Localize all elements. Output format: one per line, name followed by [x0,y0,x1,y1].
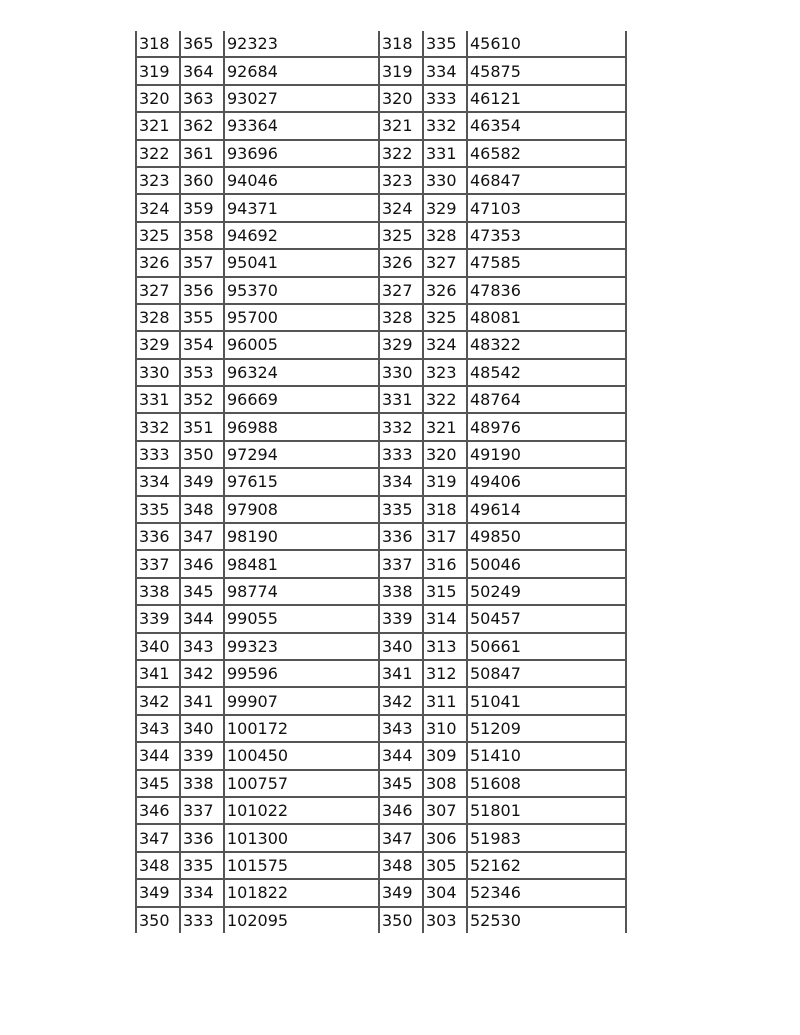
table-cell: 99323 [224,633,379,660]
table-row [136,770,626,797]
table-body [136,31,626,933]
table-cell: 94046 [224,167,379,194]
table-cell: 333 [423,85,467,112]
table-cell: 343 [136,715,180,742]
table-cell: 360 [180,167,224,194]
table-cell: 340 [136,633,180,660]
table-cell: 318 [423,496,467,523]
table-cell: 346 [136,797,180,824]
table-cell: 49614 [467,496,626,523]
table-cell: 356 [180,277,224,304]
table-cell: 323 [379,167,423,194]
table-cell: 319 [379,57,423,84]
table-cell: 97294 [224,441,379,468]
table-cell: 305 [423,852,467,879]
table-cell: 355 [180,304,224,331]
table-cell: 359 [180,194,224,221]
table-cell: 350 [180,441,224,468]
table-cell: 353 [180,359,224,386]
table-cell: 345 [180,578,224,605]
table-cell: 94692 [224,222,379,249]
table-row [136,496,626,523]
table-cell: 339 [379,605,423,632]
table-cell: 342 [180,660,224,687]
table-cell: 45610 [467,31,626,57]
table-cell: 337 [379,550,423,577]
table-cell: 51041 [467,687,626,714]
table-cell: 50249 [467,578,626,605]
table-cell: 320 [423,441,467,468]
table-cell: 348 [180,496,224,523]
table-cell: 350 [136,907,180,933]
table-row [136,304,626,331]
table-cell: 358 [180,222,224,249]
table-row [136,660,626,687]
table-cell: 46354 [467,112,626,139]
table-cell: 329 [379,331,423,358]
table-cell: 364 [180,57,224,84]
table-cell: 351 [180,413,224,440]
table-cell: 52162 [467,852,626,879]
table-cell: 349 [136,879,180,906]
table-cell: 101022 [224,797,379,824]
table-cell: 329 [423,194,467,221]
table-cell: 340 [180,715,224,742]
table-cell: 349 [379,879,423,906]
table-cell: 327 [379,277,423,304]
table-cell: 319 [423,468,467,495]
table-cell: 334 [379,468,423,495]
table-cell: 93364 [224,112,379,139]
table-cell: 48081 [467,304,626,331]
table-cell: 327 [423,249,467,276]
table-row [136,468,626,495]
table-cell: 324 [136,194,180,221]
table-cell: 342 [136,687,180,714]
table-cell: 338 [180,770,224,797]
table-cell: 336 [379,523,423,550]
table-cell: 317 [423,523,467,550]
table-cell: 100757 [224,770,379,797]
table-cell: 341 [136,660,180,687]
table-cell: 48764 [467,386,626,413]
table-cell: 97908 [224,496,379,523]
table-cell: 101822 [224,879,379,906]
table-cell: 321 [136,112,180,139]
table-row [136,57,626,84]
table-cell: 51410 [467,742,626,769]
table-row [136,441,626,468]
table-cell: 48322 [467,331,626,358]
table-row [136,413,626,440]
table-cell: 333 [136,441,180,468]
table-row [136,797,626,824]
table-cell: 350 [379,907,423,933]
table-row [136,386,626,413]
table-cell: 333 [180,907,224,933]
table-cell: 337 [180,797,224,824]
table-row [136,85,626,112]
table-cell: 323 [136,167,180,194]
table-cell: 311 [423,687,467,714]
table-cell: 98774 [224,578,379,605]
table-cell: 326 [423,277,467,304]
table-row [136,605,626,632]
table-cell: 101300 [224,824,379,851]
table-cell: 52346 [467,879,626,906]
table-cell: 100450 [224,742,379,769]
table-cell: 96005 [224,331,379,358]
table-row [136,715,626,742]
table-cell: 51983 [467,824,626,851]
table-cell: 328 [423,222,467,249]
table-cell: 333 [379,441,423,468]
table-row [136,742,626,769]
table-cell: 339 [136,605,180,632]
table-row [136,359,626,386]
table-cell: 95700 [224,304,379,331]
table-cell: 46121 [467,85,626,112]
table-cell: 322 [136,140,180,167]
table-cell: 309 [423,742,467,769]
table-cell: 338 [379,578,423,605]
table-cell: 92323 [224,31,379,57]
table-cell: 93027 [224,85,379,112]
table-cell: 102095 [224,907,379,933]
table-cell: 352 [180,386,224,413]
table-cell: 327 [136,277,180,304]
table-cell: 325 [136,222,180,249]
table-cell: 330 [423,167,467,194]
table-cell: 332 [379,413,423,440]
table-cell: 99907 [224,687,379,714]
table-cell: 347 [180,523,224,550]
table-cell: 336 [136,523,180,550]
table-row [136,687,626,714]
table-cell: 96988 [224,413,379,440]
table-cell: 52530 [467,907,626,933]
table-cell: 346 [379,797,423,824]
table-cell: 92684 [224,57,379,84]
table-cell: 304 [423,879,467,906]
table-cell: 324 [379,194,423,221]
table-cell: 47836 [467,277,626,304]
table-cell: 323 [423,359,467,386]
table-cell: 324 [423,331,467,358]
table-cell: 338 [136,578,180,605]
table-cell: 331 [423,140,467,167]
table-cell: 312 [423,660,467,687]
table-cell: 332 [423,112,467,139]
table-cell: 316 [423,550,467,577]
table-cell: 344 [180,605,224,632]
table-cell: 340 [379,633,423,660]
table-cell: 344 [379,742,423,769]
table-cell: 321 [423,413,467,440]
table-cell: 101575 [224,852,379,879]
table-cell: 314 [423,605,467,632]
table-cell: 307 [423,797,467,824]
table-cell: 325 [379,222,423,249]
table-row [136,31,626,57]
table-row [136,879,626,906]
table-row [136,194,626,221]
table-cell: 45875 [467,57,626,84]
table-cell: 96669 [224,386,379,413]
table-cell: 343 [379,715,423,742]
table-row [136,167,626,194]
table-cell: 308 [423,770,467,797]
table-cell: 335 [180,852,224,879]
table-row [136,249,626,276]
table-cell: 335 [423,31,467,57]
table-cell: 339 [180,742,224,769]
table-row [136,907,626,933]
table-cell: 48542 [467,359,626,386]
table-cell: 337 [136,550,180,577]
table-row [136,222,626,249]
table-cell: 347 [379,824,423,851]
table-cell: 95370 [224,277,379,304]
table-cell: 51801 [467,797,626,824]
table-cell: 349 [180,468,224,495]
table-cell: 363 [180,85,224,112]
table-cell: 322 [423,386,467,413]
table-cell: 331 [379,386,423,413]
table-cell: 342 [379,687,423,714]
table-cell: 93696 [224,140,379,167]
table-cell: 361 [180,140,224,167]
table-cell: 51608 [467,770,626,797]
table-cell: 332 [136,413,180,440]
table-cell: 48976 [467,413,626,440]
table-cell: 99596 [224,660,379,687]
table-cell: 318 [379,31,423,57]
table-cell: 335 [379,496,423,523]
table-cell: 344 [136,742,180,769]
table-cell: 345 [379,770,423,797]
table-cell: 46582 [467,140,626,167]
data-table [135,31,627,933]
table-row [136,852,626,879]
table-cell: 336 [180,824,224,851]
table-cell: 334 [136,468,180,495]
table-cell: 321 [379,112,423,139]
table-cell: 326 [136,249,180,276]
table-cell: 49406 [467,468,626,495]
table-cell: 318 [136,31,180,57]
table-cell: 315 [423,578,467,605]
table-cell: 94371 [224,194,379,221]
table-cell: 328 [136,304,180,331]
table-cell: 341 [180,687,224,714]
table-cell: 313 [423,633,467,660]
table-cell: 96324 [224,359,379,386]
table-cell: 357 [180,249,224,276]
table-cell: 306 [423,824,467,851]
table-cell: 95041 [224,249,379,276]
table-cell: 50457 [467,605,626,632]
table-cell: 365 [180,31,224,57]
table-cell: 51209 [467,715,626,742]
table-cell: 320 [379,85,423,112]
table-cell: 320 [136,85,180,112]
table-cell: 341 [379,660,423,687]
table-cell: 330 [136,359,180,386]
table-cell: 330 [379,359,423,386]
table-cell: 319 [136,57,180,84]
table-cell: 335 [136,496,180,523]
table-row [136,140,626,167]
table-cell: 50661 [467,633,626,660]
table-cell: 348 [379,852,423,879]
table-cell: 49850 [467,523,626,550]
table-cell: 98481 [224,550,379,577]
table-cell: 348 [136,852,180,879]
table-cell: 47353 [467,222,626,249]
table-cell: 98190 [224,523,379,550]
table-cell: 50847 [467,660,626,687]
table-row [136,331,626,358]
table-cell: 325 [423,304,467,331]
table-cell: 362 [180,112,224,139]
table-cell: 100172 [224,715,379,742]
table-cell: 343 [180,633,224,660]
table-cell: 328 [379,304,423,331]
table-row [136,277,626,304]
table-cell: 310 [423,715,467,742]
table-cell: 49190 [467,441,626,468]
table-row [136,633,626,660]
table-cell: 334 [423,57,467,84]
table-cell: 97615 [224,468,379,495]
table-row [136,550,626,577]
table-cell: 354 [180,331,224,358]
table-cell: 322 [379,140,423,167]
table-row [136,824,626,851]
table-row [136,112,626,139]
table-cell: 331 [136,386,180,413]
table-cell: 334 [180,879,224,906]
table-cell: 46847 [467,167,626,194]
table-cell: 303 [423,907,467,933]
table-cell: 347 [136,824,180,851]
table-cell: 346 [180,550,224,577]
table-row [136,523,626,550]
table-row [136,578,626,605]
table-cell: 47585 [467,249,626,276]
table-cell: 329 [136,331,180,358]
table-cell: 326 [379,249,423,276]
table-cell: 99055 [224,605,379,632]
table-cell: 47103 [467,194,626,221]
table-cell: 345 [136,770,180,797]
table-cell: 50046 [467,550,626,577]
